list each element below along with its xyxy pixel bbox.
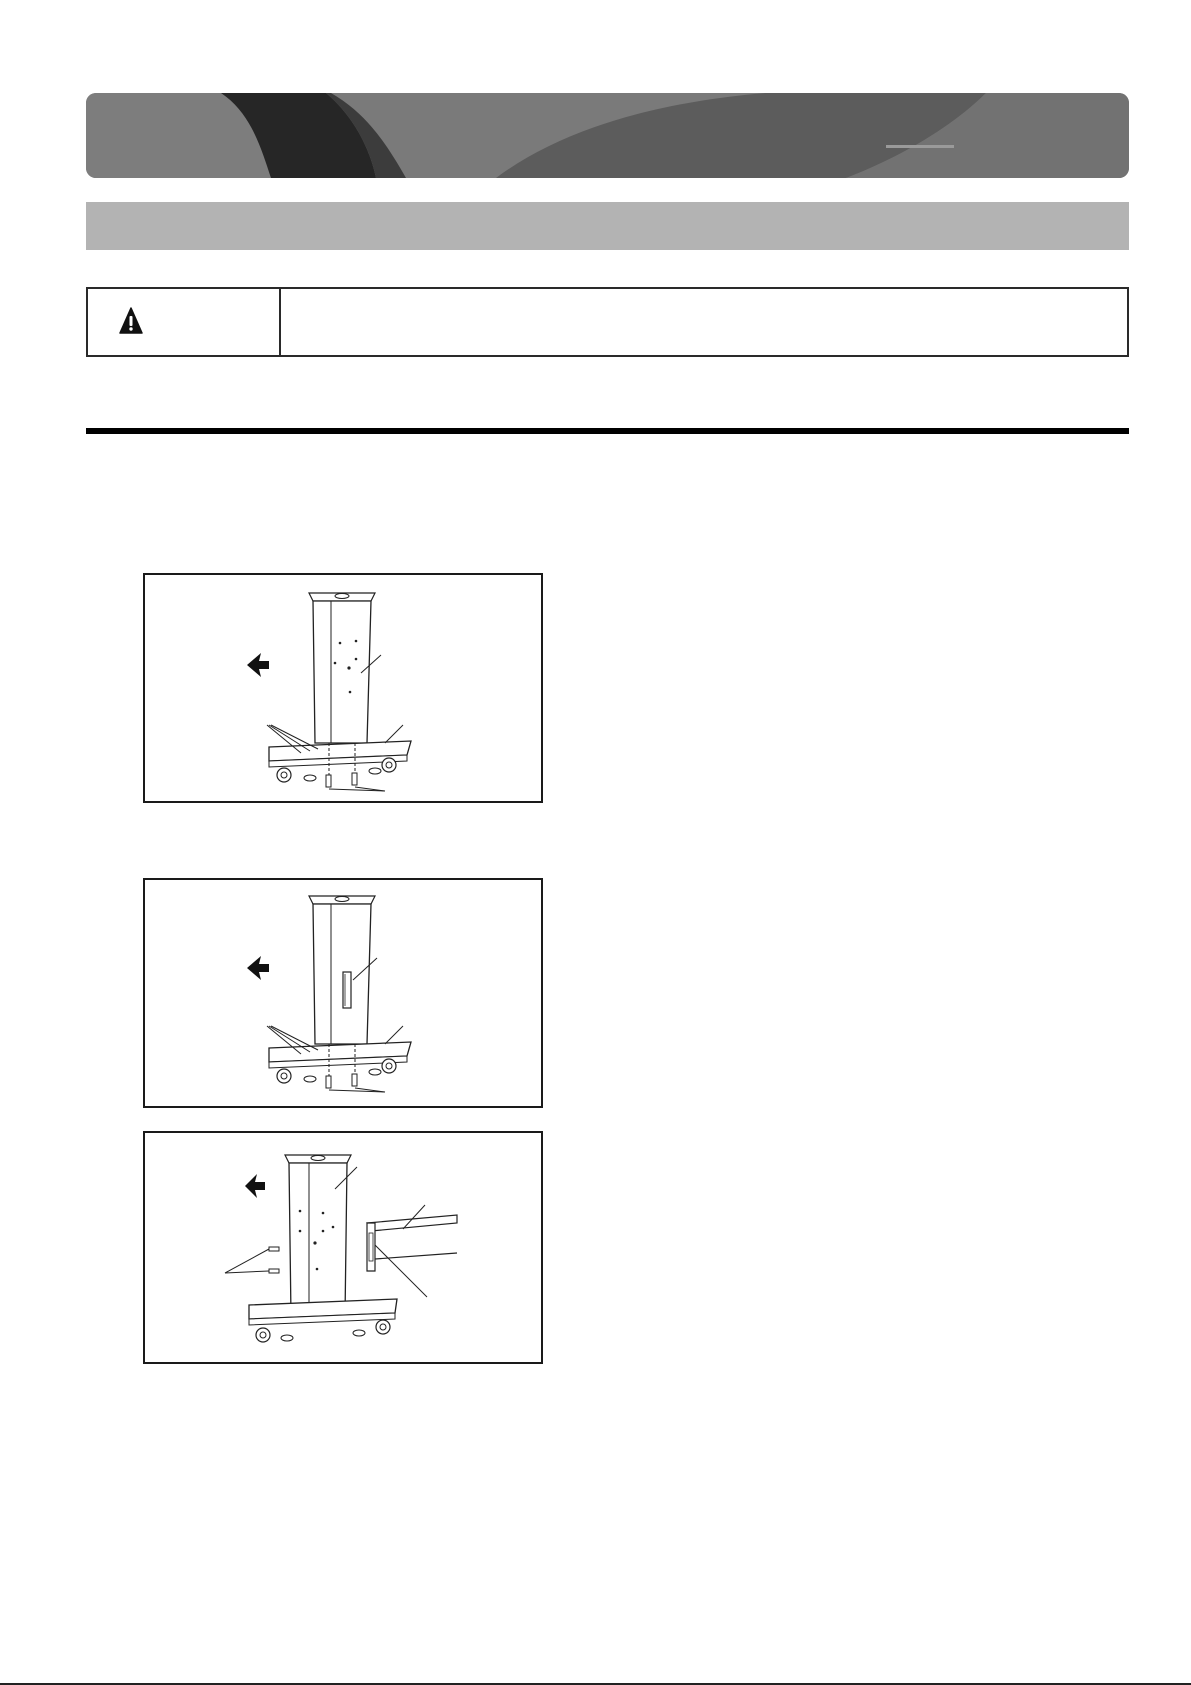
header-banner-graphic <box>86 93 1129 178</box>
figure-leg-beam <box>143 1131 543 1364</box>
caution-box <box>86 287 1129 357</box>
leg-assembly-illustration <box>145 575 541 801</box>
leg-beam-illustration <box>145 1133 541 1362</box>
section-subtitle-bar <box>86 202 1129 250</box>
leg-slot-illustration <box>145 880 541 1106</box>
front-direction-arrow-icon <box>247 653 269 677</box>
header-banner <box>86 93 1129 178</box>
figure-leg-slot <box>143 878 543 1108</box>
warning-triangle-icon <box>119 307 143 335</box>
front-direction-arrow-icon <box>247 956 269 980</box>
front-direction-arrow-icon <box>245 1174 265 1198</box>
caution-text-cell <box>281 289 1127 355</box>
caution-icon-cell <box>88 289 281 355</box>
figure-leg-screws <box>143 573 543 803</box>
section-divider <box>86 428 1129 434</box>
